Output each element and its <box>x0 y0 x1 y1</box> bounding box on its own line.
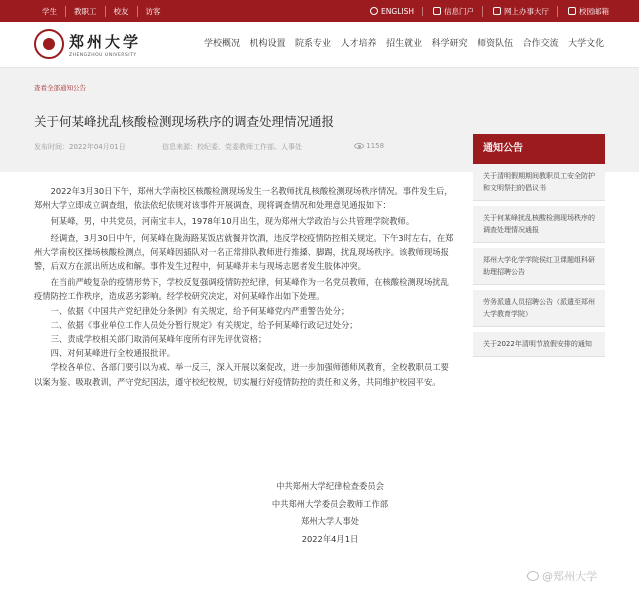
signature-block <box>240 478 420 548</box>
paragraph: 四、对何某峰进行全校通报批评。 <box>50 348 176 359</box>
sidebar-item-research-assistant[interactable]: 郑州大学化学学院侯红卫课题组科研助理招聘公告 <box>473 248 605 285</box>
logo-name-en: ZHENGZHOU UNIVERSITY <box>69 52 137 58</box>
portal-icon <box>433 7 441 15</box>
eye-icon <box>354 143 364 149</box>
service-icon <box>493 7 501 15</box>
utility-links <box>370 0 609 22</box>
sidebar-heading: 通知公告 <box>473 134 605 164</box>
nav-item-cooperation[interactable]: 合作交流 <box>522 39 559 49</box>
logo-name-cn: 郑州大学 <box>69 32 142 51</box>
globe-icon <box>370 7 378 15</box>
signature-date: 2022年4月1日 <box>301 533 359 544</box>
paragraph: 一、依据《中国共产党纪律处分条例》有关规定，给予何某峰党内严重警告处分； <box>50 305 350 316</box>
site-logo[interactable] <box>34 29 141 59</box>
site-header <box>0 22 639 68</box>
nav-item-admissions[interactable]: 招生就业 <box>386 39 423 49</box>
publish-date: 发布时间：2022年04月01日 <box>34 143 126 151</box>
link-students[interactable]: 学生 <box>34 6 66 17</box>
link-visitors[interactable]: 访客 <box>145 6 161 16</box>
paragraph: 2022年3月30日下午，郑州大学南校区核酸检测现场发生一名教师扰乱核酸检测现场秩序情况。事件发生后，郑州大学立即成立调查组，依法依纪依规对该事件开展调查，现将调查情况和处理意见通报如下： <box>34 186 453 211</box>
top-utility-bar <box>0 0 639 22</box>
nav-item-culture[interactable]: 大学文化 <box>568 39 605 49</box>
nav-item-research[interactable]: 科学研究 <box>431 39 468 49</box>
sidebar-item-qingming-safety[interactable]: 关于清明假期期间教职员工安全防护和文明祭扫的倡议书 <box>473 164 605 201</box>
paragraph: 三、责成学校相关部门取消何某峰年度所有评先评优资格； <box>50 334 267 345</box>
info-source: 信息来源：校纪委、党委教师工作部、人事处 <box>162 143 302 151</box>
paragraph: 二、依据《事业单位工作人员处分暂行规定》有关规定，给予何某峰行政记过处分； <box>50 319 358 330</box>
link-info-portal[interactable]: 信息门户 <box>433 6 483 17</box>
sidebar-item-investigation[interactable]: 关于何某峰扰乱核酸检测现场秩序的调查处理情况通报 <box>473 206 605 243</box>
signature-line: 中共郑州大学委员会教师工作部 <box>271 498 389 509</box>
nav-item-education[interactable]: 人才培养 <box>340 39 377 49</box>
article-body <box>34 184 454 389</box>
link-alumni[interactable]: 校友 <box>106 6 138 17</box>
paragraph: 学校各单位、各部门要引以为戒、举一反三，深入开展以案促改，进一步加强师德师风教育，全校教职员工要以案为鉴、吸取教训，严守党纪国法，遵守校纪校规，切实履行好疫情防控的责任和义务，共同维护校园平安。 <box>34 362 449 387</box>
weibo-watermark: @郑州大学 <box>527 568 597 584</box>
nav-item-departments[interactable]: 院系专业 <box>295 39 332 49</box>
paragraph: 在当前严峻复杂的疫情形势下，学校反复强调疫情防控纪律，何某峰作为一名党员教师，在核酸检测现场扰乱疫情防控工作秩序，造成恶劣影响。经学校研究决定，对何某峰作出如下处理。 <box>34 277 449 302</box>
page-title: 关于何某峰扰乱核酸检测现场秩序的调查处理情况通报 <box>34 114 335 129</box>
mail-icon <box>568 7 576 15</box>
link-staff[interactable]: 教职工 <box>66 6 106 17</box>
university-seal-icon <box>34 29 64 59</box>
notice-sidebar <box>473 134 605 357</box>
link-service-hall[interactable]: 网上办事大厅 <box>493 6 558 17</box>
main-nav <box>204 36 604 49</box>
link-english[interactable]: ENGLISH <box>370 7 423 16</box>
nav-item-organization[interactable]: 机构设置 <box>249 39 286 49</box>
signature-line: 郑州大学人事处 <box>300 516 360 526</box>
weibo-icon <box>527 571 539 581</box>
nav-item-overview[interactable]: 学校概况 <box>204 39 241 49</box>
signature-line: 中共郑州大学纪律检查委员会 <box>276 481 384 491</box>
sidebar-item-dispatch-recruit[interactable]: 劳务派遣人员招聘公告（派遣至郑州大学教育学院） <box>473 290 605 327</box>
paragraph: 经调查，3月30日中午，何某峰在陇海路某饭店就餐并饮酒，违反学校疫情防控相关规定。下午3时左右，在郑州大学南校区操场核酸检测点，何某峰因插队对一名正常排队教师进行推搡、脚踢，扰乱现场秩序。该教师现场报警，后双方在派出所达成和解。事件发生过程中，何某峰并未与现场志愿者发生肢体冲突。 <box>34 232 454 272</box>
sidebar-item-holiday-notice[interactable]: 关于2022年清明节放假安排的通知 <box>473 332 605 357</box>
breadcrumb[interactable]: 查看全部通知公告 <box>34 84 86 92</box>
view-count: 1158 <box>354 142 384 150</box>
link-campus-mail[interactable]: 校园邮箱 <box>568 6 609 17</box>
paragraph: 何某峰，男，中共党员，河南宝丰人，1978年10月出生，现为郑州大学政治与公共管理学院教师。 <box>50 216 415 227</box>
nav-item-faculty[interactable]: 师资队伍 <box>477 39 514 49</box>
audience-links <box>34 0 169 22</box>
